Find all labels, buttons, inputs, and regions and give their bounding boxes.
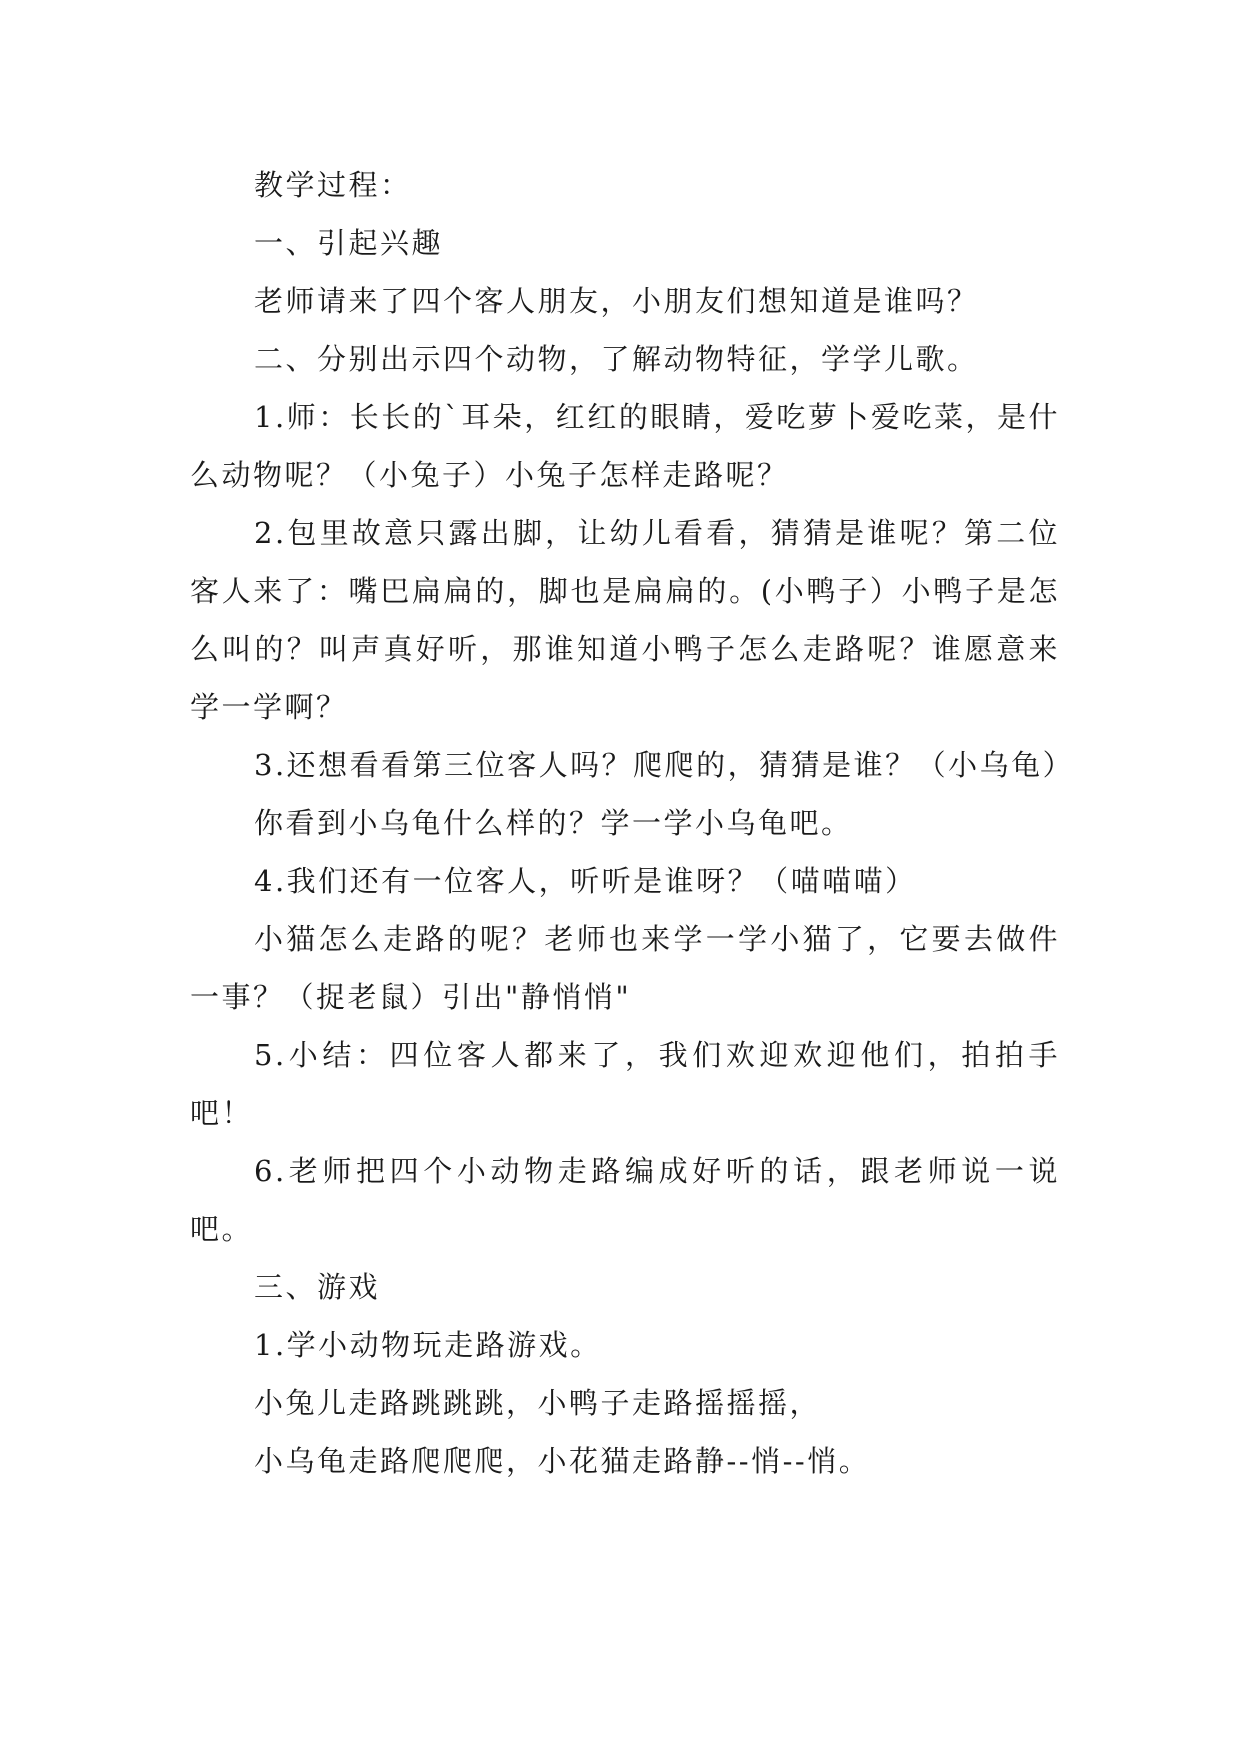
paragraph-section-three-heading: 三、游戏 xyxy=(254,1270,381,1304)
paragraph-game-item-1: 1.学小动物玩走路游戏。 xyxy=(254,1328,602,1362)
paragraph-teaching-process-heading: 教学过程： xyxy=(254,168,412,202)
paragraph-rhyme-line-2: 小乌龟走路爬爬爬，小花猫走路静--悄--悄。 xyxy=(254,1444,871,1478)
document-page xyxy=(190,156,1075,1490)
paragraph-item-3: 3.还想看看第三位客人吗？爬爬的，猜猜是谁？（小乌龟） xyxy=(254,748,1075,782)
paragraph-item-2: 2.包里故意只露出脚，让幼儿看看，猜猜是谁呢？第二位客人来了：嘴巴扁扁的，脚也是扁扁的。(小鸭子）小鸭子是怎么叫的？叫声真好听，那谁知道小鸭子怎么走路呢？谁愿意来学一学啊？ xyxy=(190,516,1060,724)
paragraph-item-4: 4.我们还有一位客人，听听是谁呀？（喵喵喵） xyxy=(254,864,917,898)
paragraph-item-6: 6.老师把四个小动物走路编成好听的话，跟老师说一说吧。 xyxy=(190,1154,1060,1246)
paragraph-item-5: 5.小结：四位客人都来了，我们欢迎欢迎他们，拍拍手吧！ xyxy=(190,1038,1060,1130)
paragraph-section-two-heading: 二、分别出示四个动物，了解动物特征，学学儿歌。 xyxy=(254,342,979,376)
paragraph: 你看到小乌龟什么样的？学一学小乌龟吧。 xyxy=(254,806,853,840)
paragraph-rhyme-line-1: 小兔儿走路跳跳跳，小鸭子走路摇摇摇， xyxy=(254,1386,822,1420)
paragraph-item-1: 1.师：长长的`耳朵，红红的眼睛，爱吃萝卜爱吃菜，是什么动物呢？（小兔子）小兔子怎样走路呢？ xyxy=(190,400,1060,492)
paragraph-section-one-heading: 一、引起兴趣 xyxy=(254,226,444,260)
paragraph: 小猫怎么走路的呢？老师也来学一学小猫了，它要去做件一事？（捉老鼠）引出"静悄悄" xyxy=(190,922,1060,1014)
paragraph: 老师请来了四个客人朋友，小朋友们想知道是谁吗？ xyxy=(254,284,979,318)
